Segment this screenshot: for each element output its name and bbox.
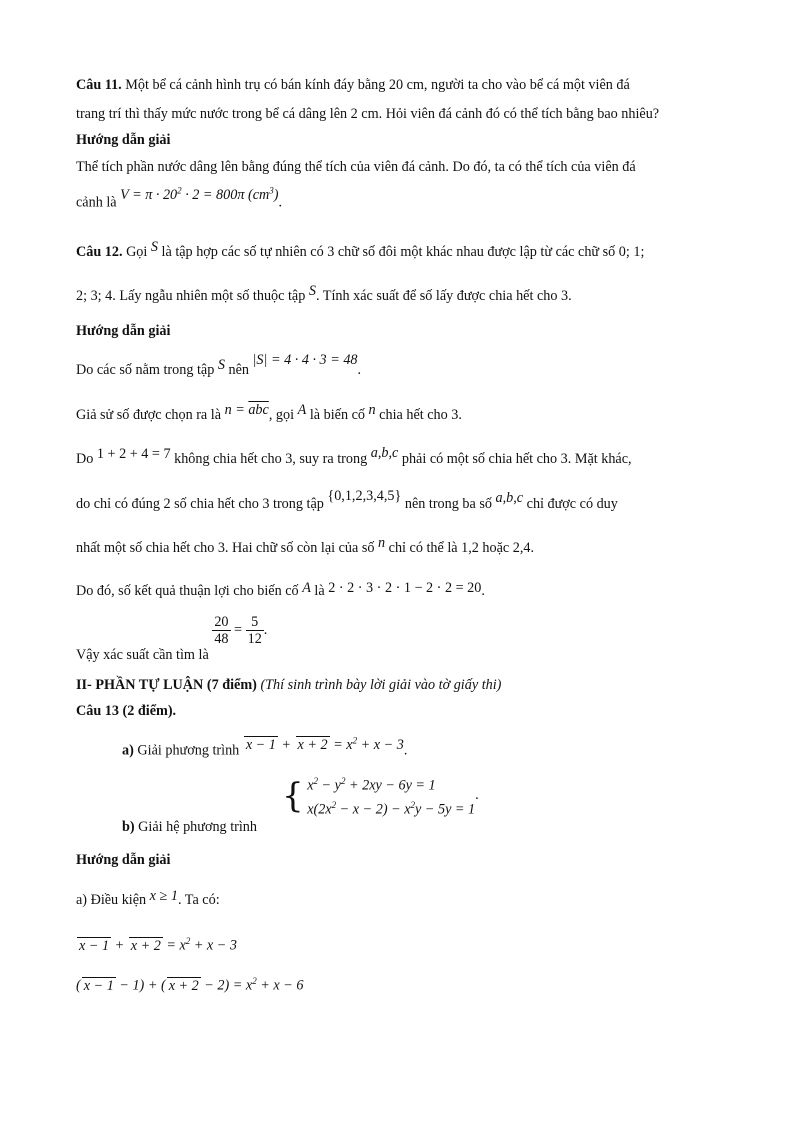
q13-guide-heading: Hướng dẫn giải: [76, 852, 171, 868]
q12-line-2: 2; 3; 4. Lấy ngẫu nhiên một số thuộc tập S. Tính xác suất để số lấy được chia hết cho 3.: [76, 283, 572, 304]
q12-label: Câu 12.: [76, 244, 123, 260]
q12-solution-line-4: do chỉ có đúng 2 số chia hết cho 3 trong tập {0,1,2,3,4,5} nên trong ba số a,b,c chỉ được có duy: [76, 488, 618, 512]
q13b-system: { $x^2 - y^2 + 2xy - 6y = 1$ $x(2x^2 - x - 2) - x^2y - 5y = 1$.: [282, 775, 479, 818]
fraction-5-12: $\frac{5}{12}$: [247, 614, 262, 647]
q13-solution-line-1: a) Điều kiện x ≥ 1. Ta có:: [76, 888, 220, 908]
q11-guide-heading: Hướng dẫn giải: [76, 132, 171, 148]
q12-solution-line-3: Do 1 + 2 + 4 = 7 không chia hết cho 3, suy ra trong a,b,c phải có một số chia hết cho 3. Mặt khác,: [76, 445, 632, 467]
q12-solution-line-5: nhất một số chia hết cho 3. Hai chữ số còn lại của số n chỉ có thể là 1,2 hoặc 2,4.: [76, 535, 535, 556]
q11-solution-line-1: Thể tích phần nước dâng lên bằng đúng thể tích của viên đá cảnh. Do đó, ta có thể tích của viên đá: [76, 159, 636, 175]
q13-solution-equation-1: $x - 1 + x + 2 = x^2 + x - 3$: [79, 936, 237, 954]
q11-solution-line-2: cảnh là $V = \pi \cdot 20^2 \cdot 2 = 800\pi$ $(cm^3)$.: [76, 185, 283, 211]
fraction-20-48: $\frac{20}{48}$: [214, 614, 229, 647]
q12-solution-line-6: Do đó, số kết quả thuận lợi cho biến cố A là 2 · 2 · 3 · 2 · 1 − 2 · 2 = 20.: [76, 580, 485, 599]
q12-guide-heading: Hướng dẫn giải: [76, 323, 171, 339]
q11-volume-formula: $V = \pi \cdot 20^2 \cdot 2 = 800\pi$ $(cm^3)$: [120, 185, 279, 203]
q11-line-2: trang trí thì thấy mức nước trong bể cá dâng lên 2 cm. Hỏi viên đá cảnh đó có thể tích bằng bao nhiêu?: [76, 106, 660, 122]
document-page: Câu 11. Một bể cá cảnh hình trụ có bán kính đáy bằng 20 cm, người ta cho vào bể cá một viên đá trang trí thì thấy mức nước trong bể cá dâng lên 2 cm. Hỏi viên đá cảnh đó có thể tích bằng bao nhiêu? Hướng dẫn giải Thể tích phần nước dâng lên bằng đúng thể tích của viên đá cảnh. Do đó, ta có thể tích của viên đá cảnh là $V = \pi \cdot 20^2 \cdot 2 = 800\pi$ $(cm^3)$. Câu 12. Gọi S là tập hợp các số tự nhiên có 3 chữ số đôi một khác nhau được lập từ các chữ số 0; 1; 2; 3; 4. Lấy ngẫu nhiên một số thuộc tập S. Tính xác suất để số lấy được chia hết cho 3. Hướng dẫn giải Do các số nằm trong tập S nên |S| = 4 · 4 · 3 = 48. Giả sử số được chọn ra là $n = \overline{abc}$, gọi A là biến cố n chia hết cho 3. Do 1 + 2 + 4 = 7 không chia hết cho 3, suy ra trong a,b,c phải có một số chia hết cho 3. Mặt khác, do chỉ có đúng 2 số chia hết cho 3 trong tập {0,1,2,3,4,5} nên trong ba số a,b,c chỉ được có duy nhất một số chia hết cho 3. Hai chữ số còn lại của số n chỉ có thể là 1,2 hoặc 2,4. Do đó, số kết quả thuận lợi cho biến cố A là 2 · 2 · 3 · 2 · 1 − 2 · 2 = 20. Vậy xác suất cần tìm là $\frac{20}{48}$ = $\frac{5}{12}$ . II- PHẦN TỰ LUẬN (7 điểm) (Thí sinh trình bày lời giải vào tờ giấy thi) Câu 13 (2 điểm). a) Giải phương trình $x - 1 + x + 2 = x^2 + x - 3$. b) Giải hệ phương trình { $x^2 - y^2 + 2xy - 6y = 1$ $x(2x^2 - x - 2) - x^2y - 5y = 1$. Hướng dẫn giải a) Điều kiện x ≥ 1. Ta có: $x - 1 + x + 2 = x^2 + x - 3$ ( x − 1 − 1) + ( $x + 2 - 2) = x^2 + x - 6$: [76, 77, 660, 994]
q13-solution-equation-2: ( x − 1 − 1) + ( $x + 2 - 2) = x^2 + x - 6$: [76, 976, 304, 994]
q12-solution-line-7: Vậy xác suất cần tìm là $\frac{20}{48}$ = $\frac{5}{12}$ .: [76, 614, 268, 663]
q13a-line: a) Giải phương trình $x - 1 + x + 2 = x^2 + x - 3$.: [122, 735, 408, 759]
q11-line-1: Câu 11. Một bể cá cảnh hình trụ có bán kính đáy bằng 20 cm, người ta cho vào bể cá một viên đá: [76, 77, 630, 93]
part2-heading: II- PHẦN TỰ LUẬN (7 điểm) (Thí sinh trình bày lời giải vào tờ giấy thi): [76, 677, 502, 693]
q13-label: Câu 13 (2 điểm).: [76, 703, 177, 719]
set-size-formula: |S| = 4 · 4 · 3 = 48: [252, 352, 358, 368]
q13a-equation: $x - 1 + x + 2 = x^2 + x - 3$: [245, 735, 404, 753]
q11-label: Câu 11.: [76, 77, 122, 93]
q12-solution-line-1: Do các số nằm trong tập S nên |S| = 4 · 4 · 3 = 48.: [76, 352, 362, 378]
q12-line-1: Câu 12. Gọi S là tập hợp các số tự nhiên có 3 chữ số đôi một khác nhau được lập từ các chữ số 0; 1;: [76, 239, 645, 260]
q12-solution-line-2: Giả sử số được chọn ra là $n = \overline{abc}$, gọi A là biến cố n chia hết cho 3.: [76, 402, 462, 423]
